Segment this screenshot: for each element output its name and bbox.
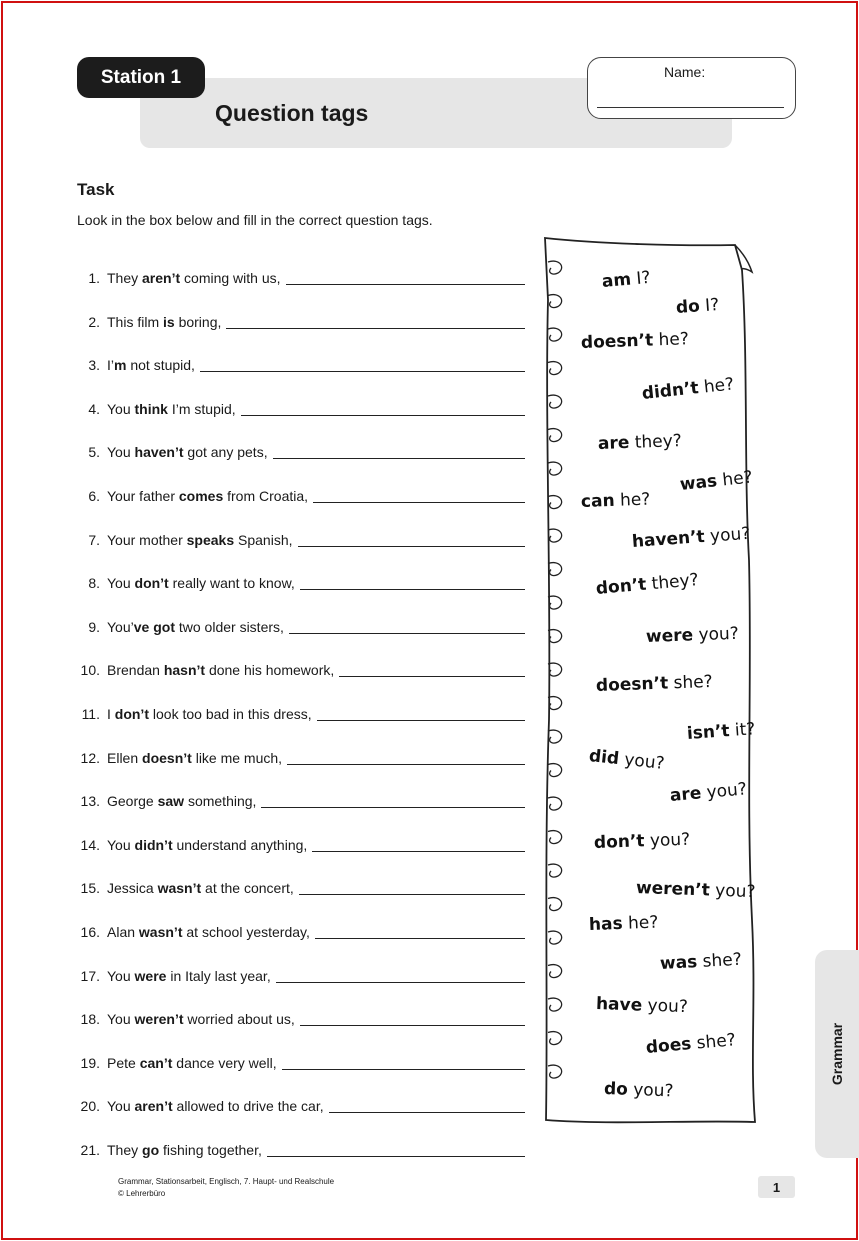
task-heading: Task (77, 180, 115, 199)
question-number: 8. (88, 575, 100, 592)
question-verb: think (134, 400, 168, 417)
tag-verb: am (601, 269, 632, 292)
question-number: 15. (80, 880, 100, 897)
question-text: Pete can’t dance very well, (107, 1054, 277, 1071)
tag-verb: did (587, 746, 621, 770)
tag-pronoun: he? (622, 912, 659, 934)
question-verb: doesn’t (142, 749, 192, 766)
question-verb: were (134, 967, 167, 984)
question-text: They aren’t coming with us, (107, 270, 281, 286)
question-text: You’ve got two older sisters, (107, 618, 284, 635)
question-number: 17. (80, 967, 100, 984)
page-number: 1 (758, 1176, 795, 1198)
tag-pronoun: you? (627, 1079, 674, 1102)
question-text: Alan wasn’t at school yesterday, (107, 924, 310, 940)
question-verb: m (114, 357, 127, 374)
tag-verb: was (678, 471, 719, 495)
tag-pronoun: you? (703, 523, 751, 547)
name-label: Name: (664, 64, 706, 80)
footer (118, 1176, 334, 1200)
question-text: You were in Italy last year, (107, 967, 271, 984)
tag-pronoun: she? (696, 949, 743, 973)
question-number: 16. (80, 924, 100, 940)
tag-option (581, 329, 689, 353)
question-number: 6. (88, 488, 100, 504)
tag-verb: are (597, 432, 630, 454)
question-number: 9. (88, 618, 100, 635)
question-text: You didn’t understand anything, (107, 836, 308, 853)
question-number: 7. (88, 531, 100, 548)
tag-option (596, 994, 689, 1017)
tag-pronoun: he? (697, 374, 736, 399)
tag-option (604, 1079, 674, 1101)
task-instruction: Look in the box below and fill in the correct question tags. (77, 212, 433, 228)
question-verb: don’t (134, 575, 169, 592)
question-verb: can’t (139, 1054, 173, 1071)
tag-option (646, 624, 739, 647)
tag-verb: do (603, 1079, 629, 1100)
page-title: Question tags (215, 100, 369, 126)
tag-verb: doesn’t (595, 673, 669, 696)
tag-option (601, 268, 651, 292)
station-badge: Station 1 (77, 57, 205, 98)
tag-pronoun: you? (641, 995, 689, 1018)
question-text: You don’t really want to know, (107, 575, 295, 592)
question-text: I’m not stupid, (107, 357, 195, 374)
tag-verb: don’t (595, 574, 648, 599)
footer-line-2: © Lehrerbüro (118, 1189, 166, 1198)
tag-pronoun: you? (617, 749, 666, 774)
tag-verb: doesn’t (580, 330, 654, 353)
tag-verb: were (645, 625, 694, 647)
tag-pronoun: they? (645, 570, 700, 595)
question-verb: didn’t (134, 836, 173, 853)
tag-verb: do (675, 296, 701, 318)
question-text: Jessica wasn’t at the concert, (107, 880, 294, 897)
tag-option (594, 830, 691, 853)
tag-verb: has (588, 913, 624, 935)
question-number: 11. (81, 706, 100, 722)
question-verb: wasn’t (138, 924, 183, 940)
question-verb: haven’t (134, 444, 184, 461)
tag-option (598, 431, 682, 454)
question-number: 20. (80, 1098, 100, 1115)
tag-pronoun: he? (652, 329, 690, 351)
question-text: They go fishing together, (107, 1142, 262, 1158)
tag-option (675, 295, 720, 318)
question-verb: speaks (186, 531, 235, 548)
question-text: Ellen doesn’t like me much, (107, 749, 283, 766)
question-verb: is (163, 313, 175, 330)
question-text: This film is boring, (107, 313, 222, 330)
question-verb: comes (178, 488, 224, 504)
question-verb: ve got (133, 618, 175, 635)
question-verb: wasn’t (157, 880, 202, 897)
tag-verb: have (595, 994, 643, 1016)
tag-verb: isn’t (686, 721, 731, 744)
tag-verb: does (645, 1034, 693, 1058)
tag-pronoun: she? (690, 1030, 737, 1054)
tag-verb: was (659, 952, 698, 974)
question-number: 4. (88, 400, 100, 417)
tag-verb: are (669, 783, 703, 806)
tag-pronoun: you? (692, 623, 740, 646)
tag-option (581, 490, 651, 512)
tag-pronoun: he? (614, 489, 651, 511)
question-text: You aren’t allowed to drive the car, (107, 1098, 324, 1115)
question-number: 1. (88, 270, 100, 286)
tag-pronoun: you? (644, 829, 691, 852)
question-text: You think I’m stupid, (107, 400, 236, 417)
question-verb: go (142, 1142, 160, 1158)
question-number: 13. (80, 793, 100, 810)
question-text: I don’t look too bad in this dress, (107, 706, 312, 722)
question-number: 21. (80, 1142, 100, 1158)
side-tab-label: Grammar (829, 1022, 846, 1086)
tag-pronoun: I? (699, 295, 720, 317)
question-text: George saw something, (107, 793, 257, 810)
tag-pronoun: it? (728, 719, 756, 742)
question-verb: don’t (114, 706, 149, 722)
tag-pronoun: she? (667, 671, 713, 694)
tag-option (596, 672, 713, 696)
tag-verb: weren’t (635, 878, 711, 901)
tag-option (636, 878, 756, 902)
tag-pronoun: I? (630, 267, 652, 290)
tag-pronoun: you? (700, 779, 748, 804)
question-verb: aren’t (142, 270, 181, 286)
question-verb: aren’t (134, 1098, 173, 1115)
question-number: 10. (80, 662, 100, 679)
tag-pronoun: he? (716, 467, 754, 492)
question-text: You haven’t got any pets, (107, 444, 268, 461)
question-text: You weren’t worried about us, (107, 1011, 295, 1028)
question-verb: saw (157, 793, 185, 810)
footer-line-1: Grammar, Stationsarbeit, Englisch, 7. Haupt- und Realschule (118, 1177, 335, 1186)
question-number: 2. (88, 313, 100, 330)
question-number: 12. (80, 749, 100, 766)
question-number: 18. (80, 1011, 100, 1028)
tag-verb: don’t (593, 831, 645, 853)
question-number: 19. (80, 1054, 100, 1071)
tag-pronoun: they? (629, 431, 683, 453)
question-number: 14. (80, 836, 100, 853)
question-number: 3. (88, 357, 100, 374)
question-text: Your mother speaks Spanish, (107, 531, 293, 548)
tag-option (659, 950, 742, 974)
question-number: 5. (88, 444, 100, 461)
tag-verb: can (580, 490, 615, 512)
tag-pronoun: you? (709, 880, 756, 903)
question-text: Brendan hasn’t done his homework, (107, 662, 335, 679)
question-text: Your father comes from Croatia, (107, 488, 309, 504)
tag-verb: didn’t (640, 378, 700, 404)
question-verb: weren’t (134, 1011, 184, 1028)
question-verb: hasn’t (163, 662, 206, 679)
tag-option (589, 913, 659, 935)
tag-verb: haven’t (631, 526, 706, 552)
